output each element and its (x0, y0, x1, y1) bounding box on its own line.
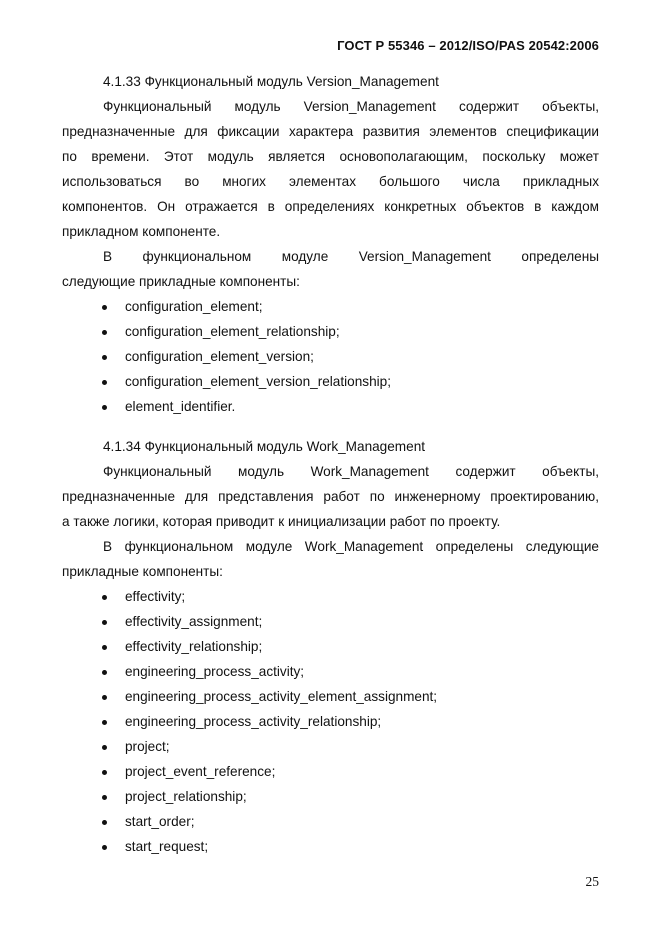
bullet-icon (102, 720, 107, 725)
text-line: В функциональном модуле Version_Management определены (103, 249, 599, 264)
list-item: configuration_element; (62, 297, 599, 322)
bullet-icon (102, 670, 107, 675)
text-line: Функциональный модуль Work_Management содержит объекты, (103, 464, 599, 479)
list-item: effectivity_relationship; (62, 637, 599, 662)
text-line: В функциональном модуле Work_Management определены следующие (103, 539, 599, 554)
list-item: effectivity_assignment; (62, 612, 599, 637)
paragraph-version-management-components (62, 247, 599, 297)
document-body (62, 72, 599, 862)
bullet-icon (102, 305, 107, 310)
list-item: project_event_reference; (62, 762, 599, 787)
text-line: предназначенные для фиксации характера развития элементов спецификации (62, 124, 599, 139)
paragraph-work-management-components (62, 537, 599, 587)
list-item: effectivity; (62, 587, 599, 612)
list-item: engineering_process_activity_element_assignment; (62, 687, 599, 712)
list-item: engineering_process_activity; (62, 662, 599, 687)
list-item: configuration_element_version_relationship; (62, 372, 599, 397)
text-line: прикладном компоненте. (62, 224, 221, 239)
section-heading-version-management: 4.1.33 Функциональный модуль Version_Management (103, 74, 439, 89)
bullet-list-work-management (62, 587, 599, 862)
bullet-icon (102, 405, 107, 410)
bullet-icon (102, 695, 107, 700)
text-line: по времени. Этот модуль является основополагающим, поскольку может (62, 149, 599, 164)
page-number: 25 (585, 874, 599, 889)
section-heading-work-management: 4.1.34 Функциональный модуль Work_Management (103, 439, 426, 454)
bullet-list-version-management (62, 297, 599, 422)
list-item: start_request; (62, 837, 599, 862)
text-line: использоваться во многих элементах большого числа прикладных (62, 174, 599, 189)
bullet-icon (102, 620, 107, 625)
text-line: Функциональный модуль Version_Management содержит объекты, (103, 99, 599, 114)
list-item: configuration_element_relationship; (62, 322, 599, 347)
list-item: element_identifier. (62, 397, 599, 422)
bullet-icon (102, 795, 107, 800)
list-item: project; (62, 737, 599, 762)
list-item: start_order; (62, 812, 599, 837)
list-item: project_relationship; (62, 787, 599, 812)
text-line: а также логики, которая приводит к инициализации работ по проекту. (62, 514, 501, 529)
bullet-icon (102, 380, 107, 385)
text-line: прикладные компоненты: (62, 564, 223, 579)
text-line: предназначенные для представления работ по инженерному проектированию, (62, 489, 599, 504)
paragraph-version-management-description (62, 97, 599, 247)
text-line: компонентов. Он отражается в определениях конкретных объектов в каждом (62, 199, 599, 214)
bullet-icon (102, 645, 107, 650)
list-item: engineering_process_activity_relationship; (62, 712, 599, 737)
list-item: configuration_element_version; (62, 347, 599, 372)
bullet-icon (102, 595, 107, 600)
bullet-icon (102, 745, 107, 750)
bullet-icon (102, 355, 107, 360)
bullet-icon (102, 770, 107, 775)
section-spacer (62, 422, 599, 437)
bullet-icon (102, 330, 107, 335)
bullet-icon (102, 820, 107, 825)
document-header: ГОСТ Р 55346 – 2012/ISO/PAS 20542:2006 (337, 38, 599, 53)
text-line: следующие прикладные компоненты: (62, 274, 300, 289)
paragraph-work-management-description (62, 462, 599, 537)
bullet-icon (102, 845, 107, 850)
